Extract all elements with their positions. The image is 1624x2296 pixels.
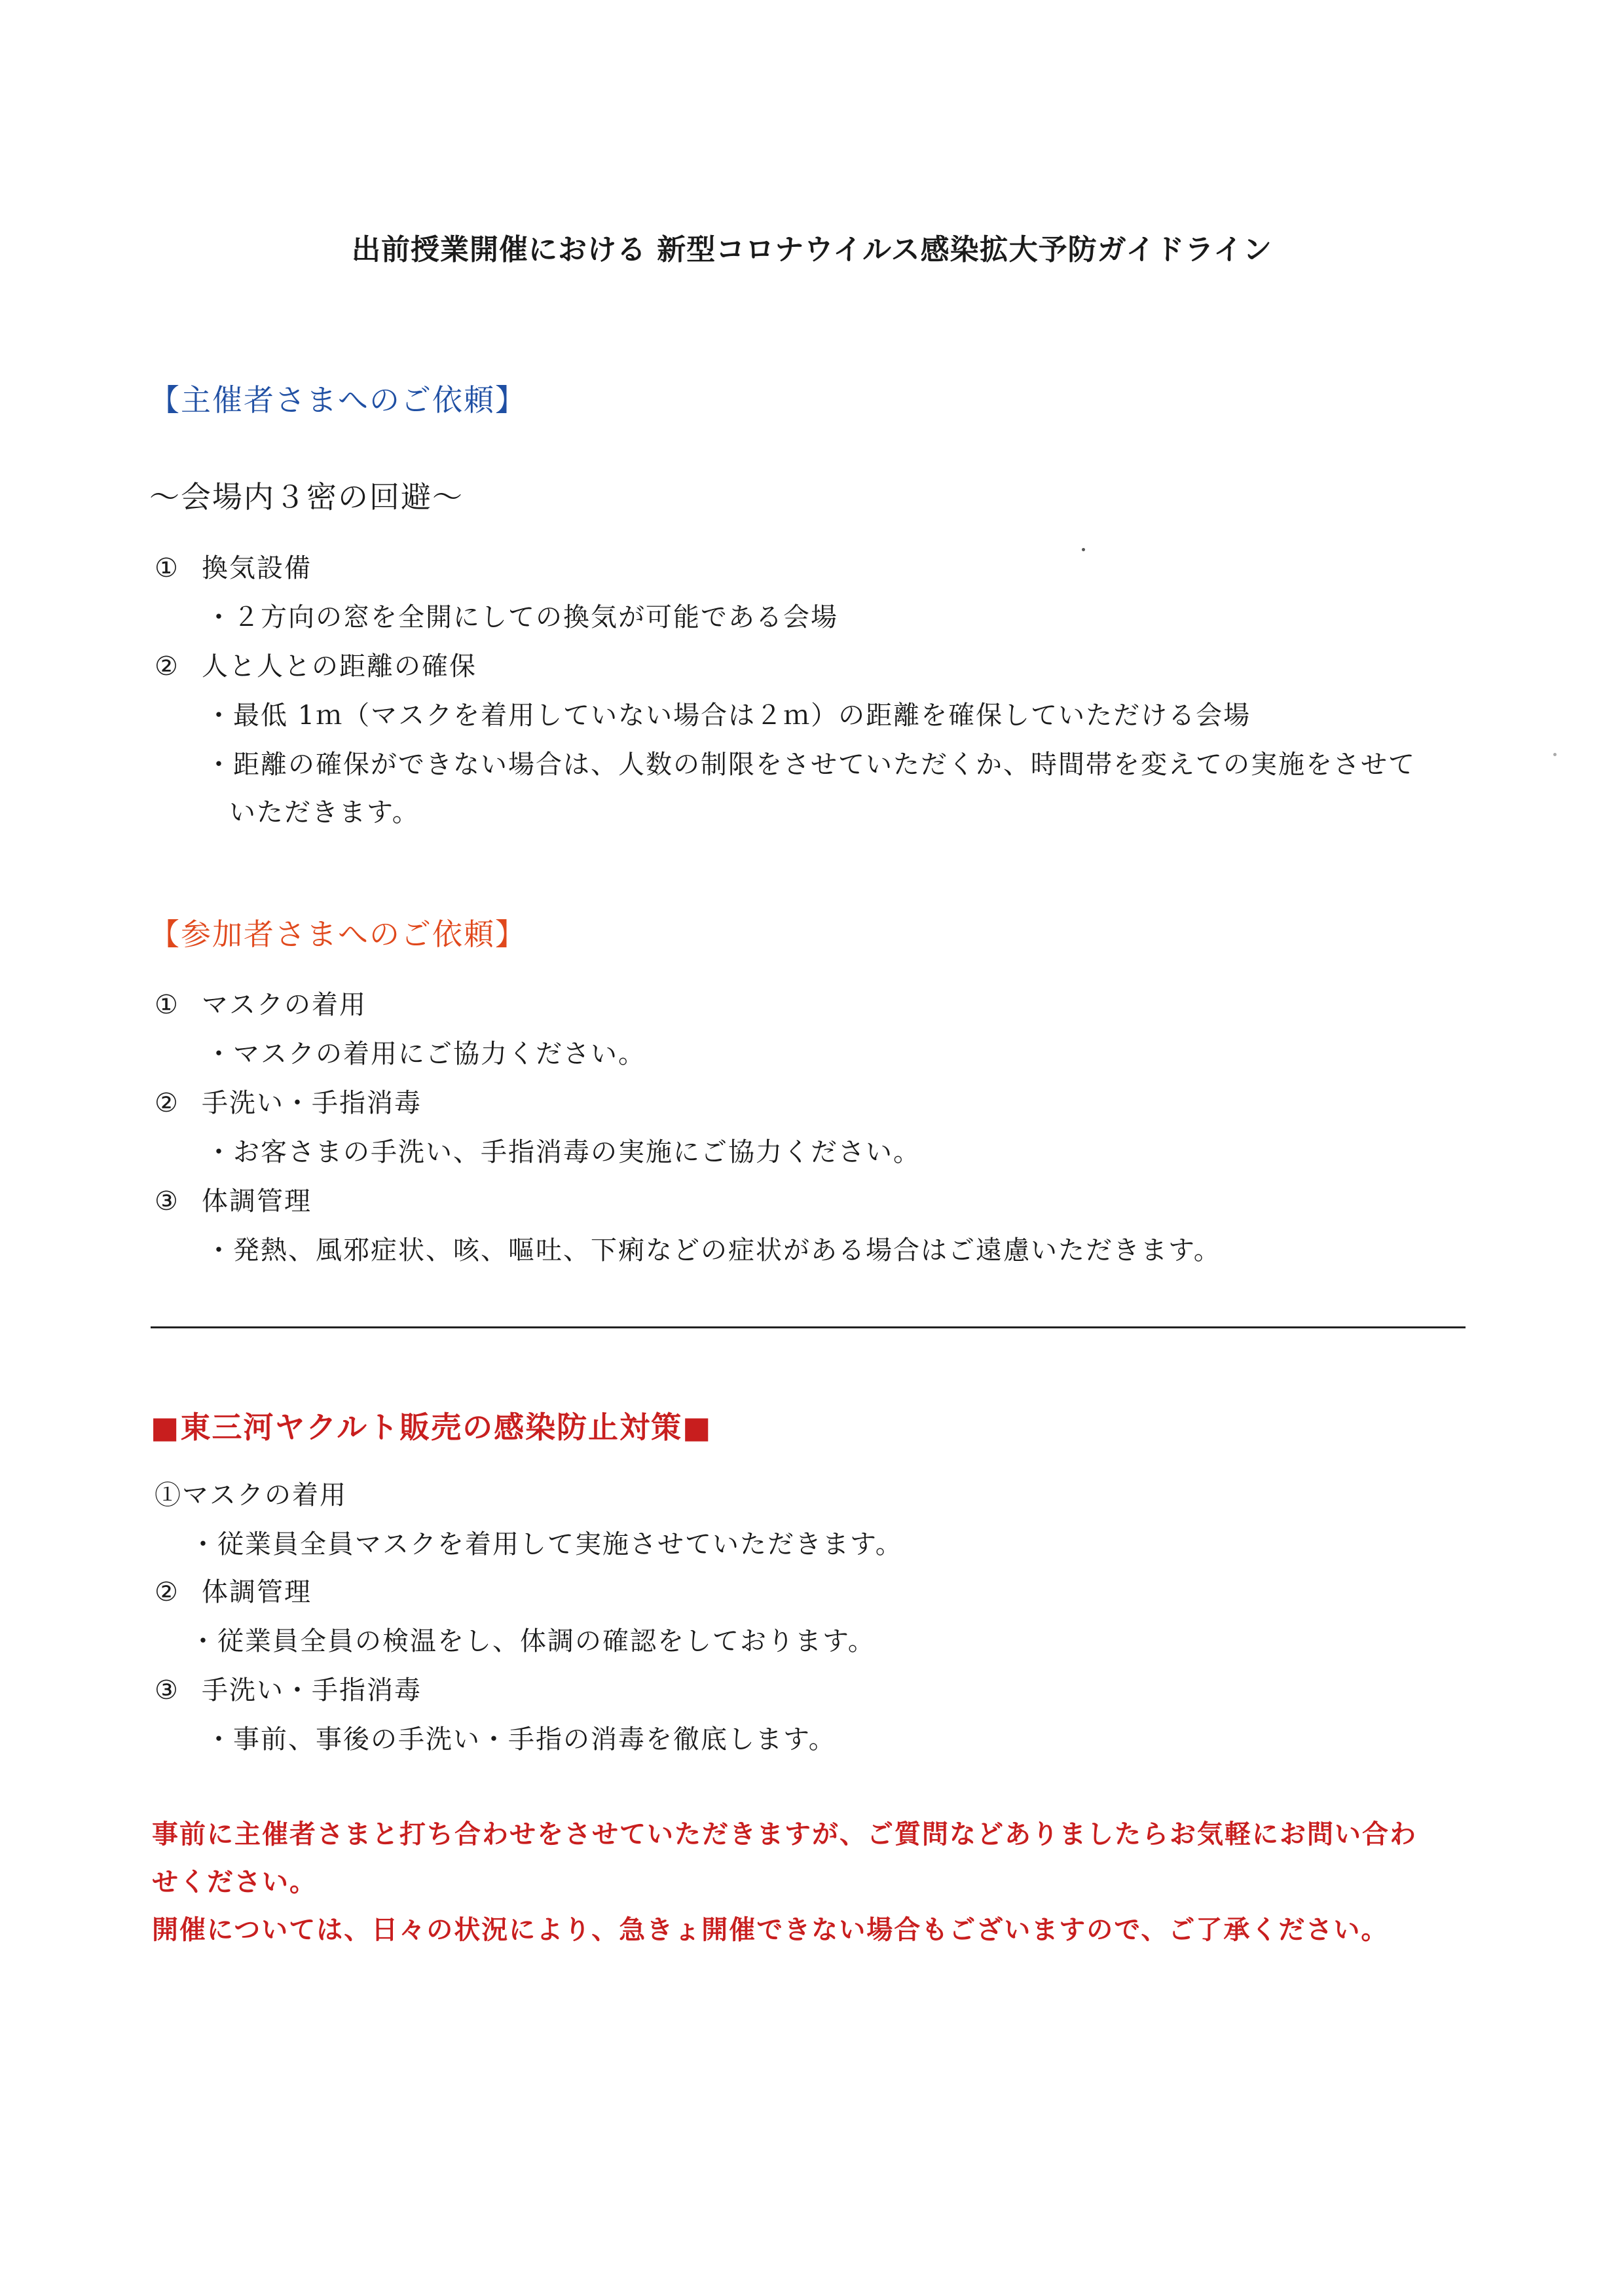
participants-item-2-bullet-1: ・お客さまの手洗い、手指消毒の実施にご協力ください。 (206, 1137, 921, 1167)
organizer-item-2-bullet-3: いただきます。 (229, 797, 420, 828)
item-label: 手洗い・手指消毒 (202, 1675, 422, 1705)
item-number: ② (155, 1088, 179, 1118)
organizer-item-2-bullet-2: ・距離の確保ができない場合は、人数の制限をさせていただくか、時間帯を変えての実施をさせて (206, 750, 1416, 780)
item-label: マスクの着用 (202, 990, 367, 1020)
participants-item-3-bullet-1: ・発熱、風邪症状、咳、嘔吐、下痢などの症状がある場合はご遠慮いただきます。 (206, 1235, 1221, 1266)
organizer-item-1 (155, 547, 312, 585)
organizer-item-1-bullet-1: ・２方向の窓を全開にしての換気が可能である会場 (206, 602, 838, 632)
company-item-2 (155, 1571, 312, 1609)
item-number: ① (155, 1480, 182, 1510)
item-label: 手洗い・手指消毒 (202, 1088, 422, 1118)
company-heading: ■東三河ヤクルト販売の感染防止対策■ (151, 1410, 712, 1445)
participants-item-3 (155, 1180, 312, 1218)
scan-speck (1082, 548, 1085, 551)
item-number: ② (155, 1577, 179, 1607)
participants-item-1-bullet-1: ・マスクの着用にご協力ください。 (206, 1039, 646, 1069)
organizer-item-2 (155, 646, 477, 683)
item-label: 換気設備 (202, 553, 312, 583)
item-number: ③ (155, 1675, 179, 1705)
company-item-1 (155, 1474, 347, 1512)
scan-speck (1553, 753, 1557, 756)
closing-note-line-3: 開催については、日々の状況により、急きょ開催できない場合もございますので、ご了承ください。 (152, 1914, 1389, 1945)
organizer-subheading: ～会場内３密の回避～ (149, 479, 464, 515)
participants-item-1 (155, 984, 367, 1021)
item-label: 人と人との距離の確保 (202, 651, 477, 682)
closing-note-line-2: せください。 (152, 1867, 317, 1897)
item-label: 体調管理 (202, 1186, 312, 1216)
company-item-1-bullet-1: ・従業員全員マスクを着用して実施させていただきます。 (190, 1529, 903, 1559)
participants-heading: 【参加者さまへのご依頼】 (149, 917, 526, 952)
item-number: ② (155, 651, 179, 682)
participants-item-2 (155, 1082, 422, 1120)
organizer-heading: 【主催者さまへのご依頼】 (149, 382, 526, 418)
item-label: 体調管理 (202, 1577, 312, 1607)
item-number: ① (155, 990, 179, 1020)
item-number: ① (155, 553, 179, 583)
company-item-3-bullet-1: ・事前、事後の手洗い・手指の消毒を徹底します。 (206, 1724, 836, 1755)
section-divider (151, 1326, 1466, 1328)
closing-note-line-1: 事前に主催者さまと打ち合わせをさせていただきますが、ご質問などありましたらお気軽にお問い合わ (152, 1819, 1417, 1850)
item-number: ③ (155, 1186, 179, 1216)
organizer-item-2-bullet-1: ・最低 1ｍ（マスクを着用していない場合は２ｍ）の距離を確保していただける会場 (206, 701, 1251, 731)
document-title: 出前授業開催における 新型コロナウイルス感染拡大予防ガイドライン (351, 233, 1273, 266)
item-label: マスクの着用 (182, 1480, 347, 1510)
company-item-2-bullet-1: ・従業員全員の検温をし、体調の確認をしております。 (190, 1626, 876, 1656)
company-item-3 (155, 1669, 422, 1707)
